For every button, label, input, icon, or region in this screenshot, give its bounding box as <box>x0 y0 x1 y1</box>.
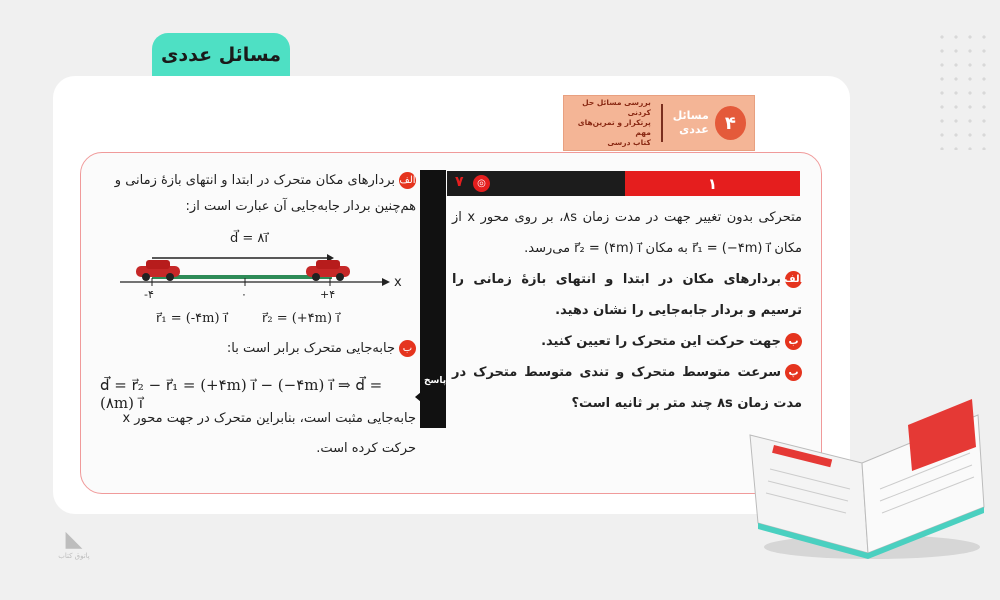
tick-mid-label: ۰ <box>241 288 247 301</box>
solution-part-b: بجابه‌جایی متحرک برابر است با: <box>98 336 416 362</box>
part-b-badge: ب <box>785 333 802 350</box>
header-separator <box>661 104 663 142</box>
solution-part-b-block <box>98 336 416 362</box>
target-icon: ◎ <box>473 175 490 192</box>
answer-label: پاسخ <box>424 376 447 386</box>
displacement-label: d⃗ = ۸i⃗ <box>230 231 269 246</box>
section-header-box <box>563 95 755 151</box>
decorative-dot-grid <box>935 30 991 150</box>
problem-part-a: الفبردارهای مکان در ابتدا و انتهای بازهٔ زمانی را ترسیم و بردار جابه‌جایی را نشان دهید. <box>452 272 804 318</box>
solution-b-badge: ب <box>399 340 416 357</box>
problem-part-p: پسرعت متوسط متحرک و تندی متوسط متحرک در مدت زمان ۸s چند متر بر ثانیه است؟ <box>452 365 802 411</box>
problem-number: ۱ <box>625 171 800 196</box>
section-header-title: مسائل عددی <box>672 109 709 136</box>
logo-text: پاتوق کتاب <box>58 552 90 560</box>
solution-column <box>98 168 416 220</box>
section-header-subtitle: بررسی مسائل حل کردنی پرتکرار و تمرین‌های مهم کتاب درسی <box>577 98 651 147</box>
x-axis-arrowhead <box>382 278 390 286</box>
solution-conclusion: جابه‌جایی مثبت است، بنابراین متحرک در جهت محور x حرکت کرده است. <box>122 411 416 456</box>
problem-statement: متحرکی بدون تغییر جهت در مدت زمان ۸s، بر روی محور x از مکان r⃗₁ = (−۴m) i⃗ به مکان r⃗₂ = (۴m) i⃗ می‌رسد. <box>452 210 802 256</box>
section-tag: مسائل عددی <box>152 33 290 76</box>
solution-part-a: الفبردارهای مکان متحرک در ابتدا و انتهای بازهٔ زمانی و هم‌چنین بردار جابه‌جایی آن عبارت است از: <box>114 173 416 214</box>
position-bar <box>152 275 332 279</box>
tick-left-label: -۴ <box>144 288 154 301</box>
site-logo <box>56 528 92 568</box>
problem-code: ۷ <box>455 174 464 190</box>
motion-diagram <box>112 228 410 332</box>
r2-label: r⃗₂ = (+۴m) i⃗ <box>262 311 340 326</box>
r1-label: r⃗₁ = (-۴m) i⃗ <box>156 311 228 326</box>
x-axis-label: x <box>394 275 402 290</box>
part-a-badge: الف <box>785 271 802 288</box>
answer-divider <box>420 170 446 428</box>
open-book-image <box>740 385 990 565</box>
logo-icon: ◣ <box>65 527 83 552</box>
problem-header-bar <box>447 171 800 196</box>
part-p-badge: پ <box>785 364 802 381</box>
problem-part-b: بجهت حرکت این متحرک را تعیین کنید. <box>452 326 802 357</box>
section-number-badge: ۴ <box>715 106 746 140</box>
divider-arrow-icon <box>415 392 421 402</box>
solution-a-badge: الف <box>399 172 416 189</box>
problem-bar-left <box>447 171 625 196</box>
displacement-equation: d⃗ = r⃗₂ − r⃗₁ = (+۴m) i⃗ − (−۴m) i⃗ ⇒ d⃗ = (۸m) i⃗ <box>100 376 383 412</box>
tick-right-label: +۴ <box>320 288 336 301</box>
